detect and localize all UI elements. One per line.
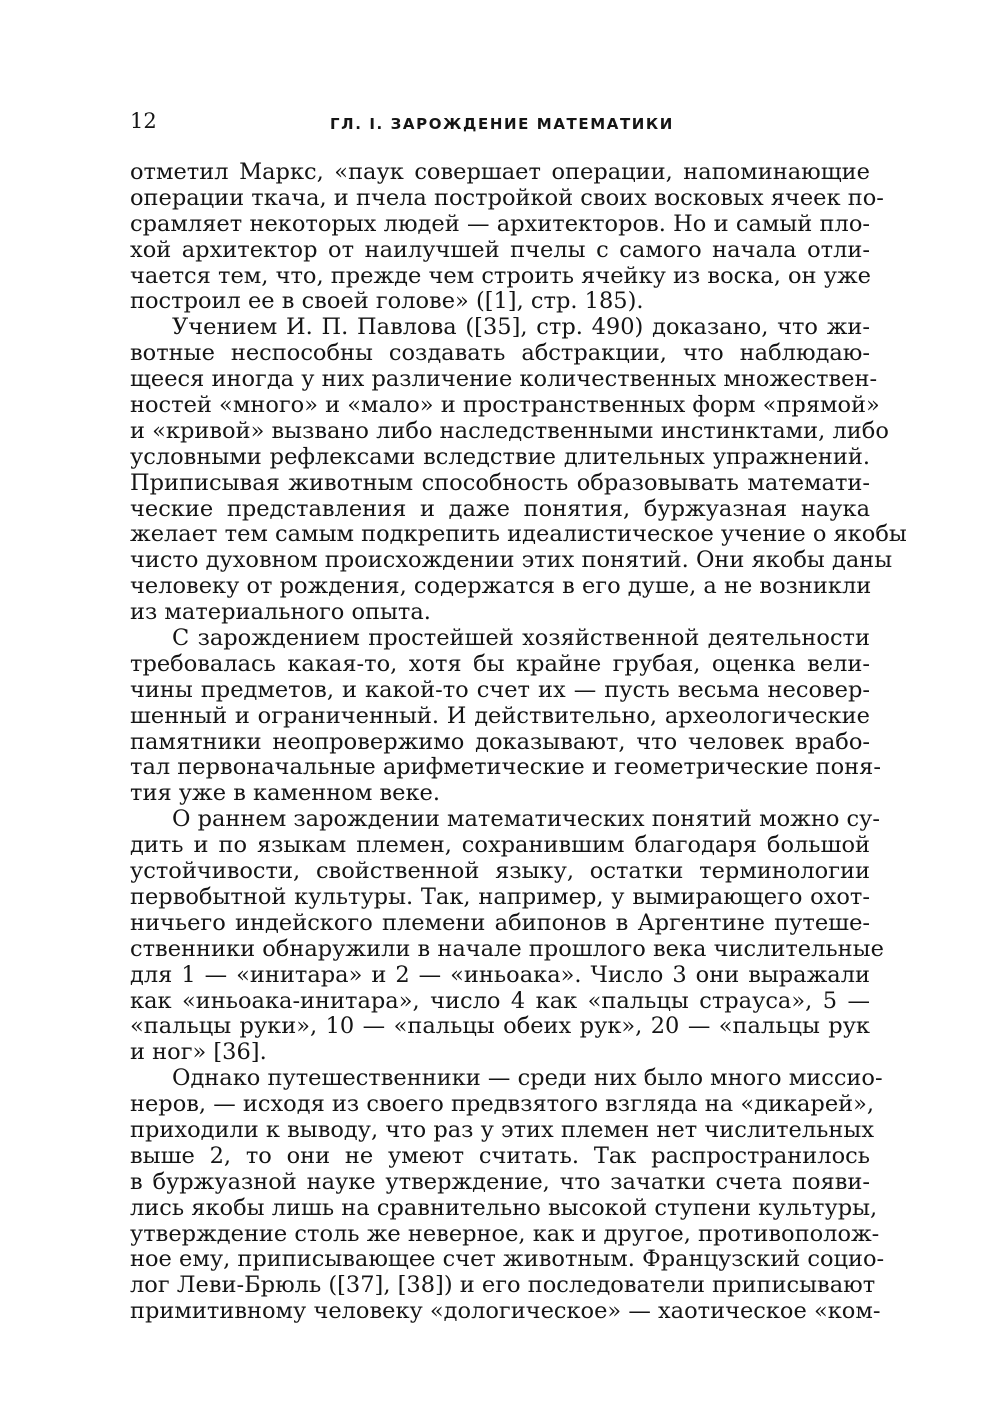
text-line: чисто духовном происхождении этих понятий. Они якобы даны (130, 547, 893, 574)
text-line: устойчивости, свойственной языку, остатки терминологии (130, 858, 870, 885)
text-line: и ног» [36]. (130, 1039, 267, 1066)
text-line: лись якобы лишь на сравнительно высокой ступени культуры, (130, 1194, 878, 1221)
text-line: для 1 — «инитара» и 2 — «иньоака». Число 3 они выражали (130, 961, 870, 988)
text-line: требовалась какая-то, хотя бы крайне грубая, оценка вели- (130, 650, 870, 677)
text-line: С зарождением простейшей хозяйственной деятельности (172, 625, 870, 652)
paragraph (130, 1065, 885, 1325)
text-line: ностей «много» и «мало» и пространственных форм «прямой» (130, 392, 880, 419)
running-title: ГЛ. I. ЗАРОЖДЕНИЕ МАТЕМАТИКИ (330, 115, 674, 133)
text-line: ное ему, приписывающее счет животным. Французский социо- (130, 1246, 885, 1273)
text-line: отметил Маркс, «паук совершает операции, напоминающие (130, 159, 870, 185)
text-line: ничьего индейского племени абипонов в Аргентине путеше- (130, 909, 870, 936)
paragraph (130, 806, 884, 1066)
text-line: памятники неопровержимо доказывают, что человек врабо- (130, 728, 870, 755)
text-line: построил ее в своей голове» ([1], стр. 185). (130, 288, 644, 315)
text-line: операции ткача, и пчела постройкой своих восковых ячеек по- (130, 184, 884, 211)
text-line: приходили к выводу, что раз у этих племен нет числительных (130, 1116, 875, 1143)
text-line: ственники обнаружили в начале прошлого века числительные (130, 935, 884, 962)
text-line: Однако путешественники — среди них было много миссио- (172, 1065, 883, 1092)
text-line: человеку от рождения, содержатся в его душе, а не возникли (130, 573, 872, 600)
text-line: шенный и ограниченный. И действительно, археологические (130, 702, 870, 729)
text-line: первобытной культуры. Так, например, у вымирающего охот- (130, 883, 870, 910)
paragraph (130, 625, 881, 807)
text-line: щееся иногда у них различение количественных множествен- (130, 366, 878, 393)
text-line: из материального опыта. (130, 599, 431, 626)
text-line: тал первоначальные арифметические и геометрические поня- (130, 754, 881, 781)
text-line: неров, — исходя из своего предвзятого взгляда на «дикарей», (130, 1091, 875, 1118)
text-line: условными рефлексами вследствие длительных упражнений. (130, 443, 870, 470)
text-line: чается тем, что, прежде чем строить ячейку из воска, он уже (130, 262, 871, 289)
page-number: 12 (130, 109, 157, 133)
page-header (130, 108, 870, 136)
text-line: желает тем самым подкрепить идеалистическое учение о якобы (130, 521, 907, 548)
text-line: О раннем зарождении математических понятий можно су- (172, 806, 880, 833)
text-line: Учением И. П. Павлова ([35], стр. 490) доказано, что жи- (172, 314, 870, 341)
text-line: тия уже в каменном веке. (130, 780, 441, 807)
text-line: вотные неспособны создавать абстракции, что наблюдаю- (130, 340, 870, 367)
text-line: лог Леви-Брюль ([37], [38]) и его последователи приписывают (130, 1272, 876, 1299)
text-line: Приписывая животным способность образовывать математи- (130, 469, 870, 496)
text-line: выше 2, то они не умеют считать. Так распространилось (130, 1142, 870, 1169)
text-line: ческие представления и даже понятия, буржуазная наука (130, 495, 870, 522)
body-text (130, 159, 907, 1325)
text-line: хой архитектор от наилучшей пчелы с самого начала отли- (130, 236, 870, 263)
paragraph (130, 159, 884, 315)
text-line: «пальцы руки», 10 — «пальцы обеих рук», 20 — «пальцы рук (130, 1013, 870, 1040)
text-line: утверждение столь же неверное, как и другое, противополож- (130, 1220, 880, 1247)
text-line: срамляет некоторых людей — архитекторов. Но и самый пло- (130, 210, 870, 237)
text-line: в буржуазной науке утверждение, что зачатки счета появи- (130, 1168, 870, 1195)
text-line: дить и по языкам племен, сохранившим благодаря большой (130, 832, 870, 859)
paragraph (130, 314, 907, 626)
text-line: примитивному человеку «дологическое» — хаотическое «ком- (130, 1298, 881, 1325)
text-line: чины предметов, и какой-то счет их — пусть весьма несовер- (130, 676, 870, 703)
text-line: и «кривой» вызвано либо наследственными инстинктами, либо (130, 417, 889, 444)
text-line: как «иньоака-инитара», число 4 как «пальцы страуса», 5 — (130, 987, 870, 1014)
